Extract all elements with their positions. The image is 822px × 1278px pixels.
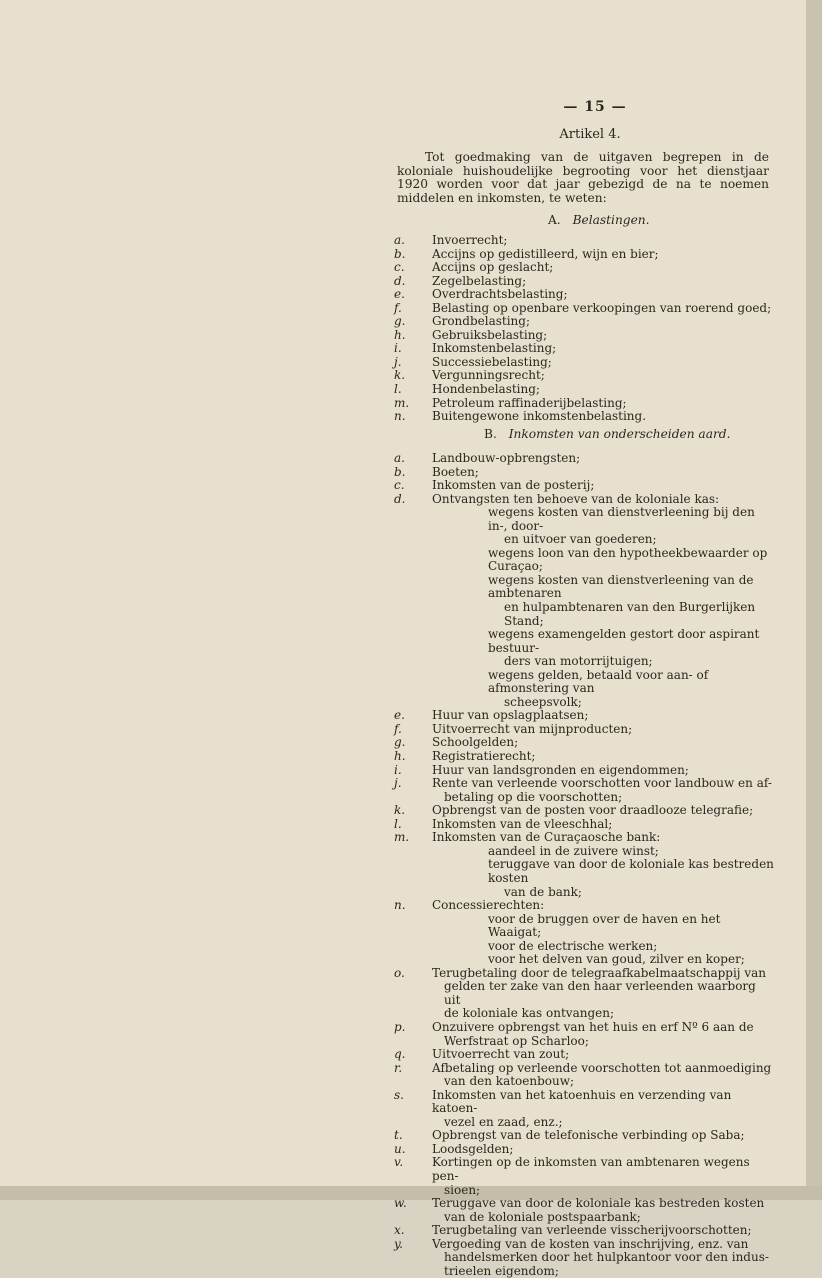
item-text: ders van motorrijtuigen;	[504, 654, 653, 669]
list-item	[394, 248, 774, 262]
item-letter: u.	[394, 1141, 406, 1156]
continuation-line	[394, 574, 774, 601]
item-indent	[394, 980, 432, 1007]
item-text: en hulpambtenaren van den Burgerlijken Stand;	[504, 600, 756, 628]
continuation-line	[394, 506, 774, 533]
item-indent	[394, 669, 432, 696]
item-letter: e.	[394, 708, 405, 723]
list-item	[394, 1156, 774, 1183]
item-indent	[394, 601, 432, 628]
section-b-letter: B.	[484, 427, 497, 441]
item-text: Invoerrecht;	[432, 233, 508, 247]
item-indent	[394, 655, 432, 669]
item-indent	[394, 696, 432, 710]
continuation-line	[394, 533, 774, 547]
item-text: scheepsvolk;	[504, 694, 582, 709]
continuation-line	[394, 791, 774, 805]
list-item	[394, 342, 774, 356]
continuation-line	[394, 886, 774, 900]
list-item	[394, 466, 774, 480]
page-number: — 15 —	[563, 99, 627, 115]
item-text: Rente van verleende voorschotten voor landbouw en af-	[432, 776, 772, 791]
item-indent	[394, 506, 432, 533]
continuation-line	[394, 1007, 774, 1021]
item-letter: j.	[394, 354, 402, 369]
continuation-line	[394, 601, 774, 628]
item-text: teruggave van door de koloniale kas bestreden kosten	[488, 857, 774, 885]
item-letter: e.	[394, 287, 405, 302]
continuation-line	[394, 980, 774, 1007]
item-text: Vergunningsrecht;	[432, 368, 545, 383]
item-letter: c.	[394, 478, 405, 493]
list-item	[394, 1021, 774, 1035]
item-indent	[394, 547, 432, 574]
item-letter: b.	[394, 246, 406, 261]
item-text: Inkomsten van de Curaçaosche bank:	[432, 830, 661, 845]
list-item	[394, 410, 774, 424]
item-letter: k.	[394, 803, 406, 818]
item-text: Vergoeding van de kosten van inschrijving, enz. van	[432, 1236, 749, 1251]
item-indent	[394, 886, 432, 900]
list-item	[394, 899, 774, 913]
item-indent	[394, 940, 432, 954]
item-text: wegens gelden, betaald voor aan- of afmonstering van	[488, 667, 709, 696]
item-indent	[394, 1251, 432, 1265]
continuation-line	[394, 1035, 774, 1049]
continuation-line	[394, 628, 774, 655]
list-item	[394, 736, 774, 750]
item-text: Belasting op openbare verkoopingen van roerend goed;	[432, 300, 772, 315]
list-item	[394, 709, 774, 723]
continuation-line	[394, 1265, 774, 1278]
item-text: trieelen eigendom;	[444, 1263, 559, 1278]
list-item	[394, 234, 774, 248]
item-text: Teruggave van door de koloniale kas bestreden kosten	[432, 1196, 765, 1211]
item-letter: k.	[394, 368, 406, 383]
section-a-letter: A.	[548, 213, 561, 227]
list-item	[394, 356, 774, 370]
page-edge-right	[806, 0, 822, 1200]
item-text: Gebruiksbelasting;	[432, 327, 548, 342]
list-item	[394, 1062, 774, 1076]
item-indent	[394, 1035, 432, 1049]
item-text: wegens kosten van dienstverleening bij den in-, door-	[488, 505, 755, 533]
item-text: wegens examengelden gestort door aspirant bestuur-	[488, 627, 760, 655]
list-item	[394, 1089, 774, 1116]
item-indent	[394, 1211, 432, 1225]
item-text: van de bank;	[504, 884, 582, 899]
list-item	[394, 369, 774, 383]
continuation-line	[394, 940, 774, 954]
item-indent	[394, 1075, 432, 1089]
list-item	[394, 1129, 774, 1143]
list-item	[394, 967, 774, 981]
item-text: Registratierecht;	[432, 749, 536, 764]
item-text: Schoolgelden;	[432, 735, 519, 750]
item-text: vezel en zaad, enz.;	[444, 1114, 563, 1129]
list-item	[394, 1048, 774, 1062]
continuation-line	[394, 696, 774, 710]
item-text: Landbouw-opbrengsten;	[432, 451, 581, 465]
list-item	[394, 383, 774, 397]
item-letter: r.	[394, 1060, 403, 1075]
item-letter: d.	[394, 273, 406, 288]
list-item	[394, 452, 774, 466]
item-text: voor de electrische werken;	[488, 938, 658, 953]
list-item	[394, 329, 774, 343]
item-letter: x.	[394, 1223, 405, 1238]
section-a-heading	[548, 213, 650, 227]
item-text: Ontvangsten ten behoeve van de koloniale kas:	[432, 491, 720, 506]
item-letter: c.	[394, 260, 405, 275]
item-text: Grondbelasting;	[432, 314, 531, 329]
continuation-line	[394, 1211, 774, 1225]
item-text: Inkomsten van de vleeschhal;	[432, 816, 613, 831]
item-indent	[394, 628, 432, 655]
list-item	[394, 288, 774, 302]
item-letter: n.	[394, 409, 406, 424]
list-item	[394, 479, 774, 493]
item-text: Inkomstenbelasting;	[432, 341, 557, 356]
item-indent	[394, 791, 432, 805]
item-text: handelsmerken door het hulpkantoor voor den indus-	[444, 1250, 769, 1265]
item-text: de koloniale kas ontvangen;	[444, 1006, 615, 1021]
item-text: Accijns op gedistilleerd, wijn en bier;	[432, 246, 659, 261]
list-item	[394, 831, 774, 845]
item-letter: f.	[394, 300, 402, 315]
item-indent	[394, 574, 432, 601]
item-letter: p.	[394, 1019, 406, 1034]
item-indent	[394, 533, 432, 547]
list-item	[394, 261, 774, 275]
list-item	[394, 777, 774, 791]
item-indent	[394, 1265, 432, 1278]
item-text: Afbetaling op verleende voorschotten tot aanmoediging	[432, 1060, 772, 1075]
item-text: Loodsgelden;	[432, 1141, 514, 1156]
item-text: sioen;	[444, 1182, 481, 1197]
section-b-list	[394, 452, 774, 1278]
list-item	[394, 723, 774, 737]
list-item	[394, 1224, 774, 1238]
item-letter: m.	[394, 395, 410, 410]
item-letter: v.	[394, 1155, 404, 1170]
section-b-heading	[484, 427, 730, 441]
item-text: Opbrengst van de posten voor draadlooze telegrafie;	[432, 803, 754, 818]
list-item	[394, 275, 774, 289]
item-letter: y.	[394, 1236, 403, 1251]
item-letter: d.	[394, 491, 406, 506]
list-item	[394, 1143, 774, 1157]
item-letter: b.	[394, 464, 406, 479]
article-title: Artikel 4.	[559, 127, 621, 142]
continuation-line	[394, 1184, 774, 1198]
item-indent	[394, 1116, 432, 1130]
item-indent	[394, 845, 432, 859]
continuation-line	[394, 655, 774, 669]
item-letter: l.	[394, 382, 402, 397]
item-text: Zegelbelasting;	[432, 273, 527, 288]
item-letter: o.	[394, 965, 405, 980]
item-text: wegens loon van den hypotheekbewaarder op Curaçao;	[488, 545, 768, 574]
item-indent	[394, 913, 432, 940]
item-text: van den katoenbouw;	[444, 1074, 575, 1089]
item-text: Terugbetaling door de telegraafkabelmaatschappij van	[432, 965, 767, 980]
list-item	[394, 804, 774, 818]
item-text: Concessierechten:	[432, 898, 545, 913]
item-text: Uitvoerrecht van zout;	[432, 1047, 570, 1062]
intro-text: Tot goedmaking van de uitgaven begrepen in de koloniale huishoudelijke begrooting voor het dienstjaar 1920 worden voor dat jaar gebezigd de na te noemen middelen en inkomsten, te weten:	[397, 150, 769, 205]
item-text: Kortingen op de inkomsten van ambtenaren wegens pen-	[432, 1155, 750, 1183]
continuation-line	[394, 1251, 774, 1265]
item-text: Inkomsten van de posterij;	[432, 478, 595, 493]
continuation-line	[394, 953, 774, 967]
continuation-line	[394, 1116, 774, 1130]
item-letter: s.	[394, 1087, 404, 1102]
item-letter: i.	[394, 341, 402, 356]
item-letter: l.	[394, 816, 402, 831]
item-text: Successiebelasting;	[432, 354, 552, 369]
item-indent	[394, 1184, 432, 1198]
item-text: wegens kosten van dienstverleening van de ambtenaren	[488, 572, 754, 601]
item-letter: n.	[394, 898, 406, 913]
item-letter: t.	[394, 1128, 403, 1143]
item-letter: i.	[394, 762, 402, 777]
list-item	[394, 397, 774, 411]
list-item	[394, 750, 774, 764]
item-indent	[394, 858, 432, 885]
item-text: Buitengewone inkomstenbelasting.	[432, 409, 647, 424]
item-text: betaling op die voorschotten;	[444, 789, 623, 804]
item-text: Werfstraat op Scharloo;	[444, 1033, 589, 1048]
item-text: Onzuivere opbrengst van het huis en erf Nº 6 aan de	[432, 1019, 754, 1034]
item-text: Huur van landsgronden en eigendommen;	[432, 762, 689, 777]
item-text: aandeel in de zuivere winst;	[488, 843, 659, 858]
item-text: Uitvoerrecht van mijnproducten;	[432, 721, 633, 736]
list-item	[394, 1238, 774, 1252]
item-text: Terugbetaling van verleende visscherijvoorschotten;	[432, 1223, 752, 1238]
item-letter: j.	[394, 776, 402, 791]
item-indent	[394, 953, 432, 967]
item-text: Petroleum raffinaderijbelasting;	[432, 395, 627, 410]
item-letter: g.	[394, 314, 406, 329]
item-text: voor de bruggen over de haven en het Waaigat;	[488, 911, 721, 940]
item-letter: h.	[394, 749, 406, 764]
item-text: Huur van opslagplaatsen;	[432, 708, 589, 723]
item-text: gelden ter zake van den haar verleenden waarborg uit	[444, 979, 756, 1007]
list-item	[394, 315, 774, 329]
item-text: Boeten;	[432, 464, 479, 479]
item-text: Opbrengst van de telefonische verbinding op Saba;	[432, 1128, 745, 1143]
list-item	[394, 302, 774, 316]
item-text: voor het delven van goud, zilver en koper;	[488, 952, 745, 967]
intro-paragraph	[397, 151, 769, 205]
item-letter: f.	[394, 721, 402, 736]
continuation-line	[394, 669, 774, 696]
list-item	[394, 493, 774, 507]
list-item	[394, 764, 774, 778]
item-text: van de koloniale postspaarbank;	[444, 1209, 641, 1224]
item-letter: a.	[394, 451, 405, 465]
continuation-line	[394, 547, 774, 574]
item-letter: q.	[394, 1047, 406, 1062]
item-text: Inkomsten van het katoenhuis en verzending van katoen-	[432, 1087, 732, 1116]
continuation-line	[394, 845, 774, 859]
item-text: Overdrachtsbelasting;	[432, 287, 568, 302]
item-letter: m.	[394, 830, 410, 845]
item-text: Hondenbelasting;	[432, 382, 540, 397]
item-text: en uitvoer van goederen;	[504, 532, 657, 547]
continuation-line	[394, 1075, 774, 1089]
item-text: Accijns op geslacht;	[432, 260, 554, 275]
list-item	[394, 818, 774, 832]
section-b-title: Inkomsten van onderscheiden aard.	[508, 427, 731, 441]
item-letter: a.	[394, 233, 405, 247]
section-a-list	[394, 234, 774, 424]
item-indent	[394, 1007, 432, 1021]
item-letter: h.	[394, 327, 406, 342]
continuation-line	[394, 858, 774, 885]
item-letter: g.	[394, 735, 406, 750]
continuation-line	[394, 913, 774, 940]
section-a-title: Belastingen.	[572, 213, 650, 227]
list-item	[394, 1197, 774, 1211]
item-letter: w.	[394, 1196, 407, 1211]
